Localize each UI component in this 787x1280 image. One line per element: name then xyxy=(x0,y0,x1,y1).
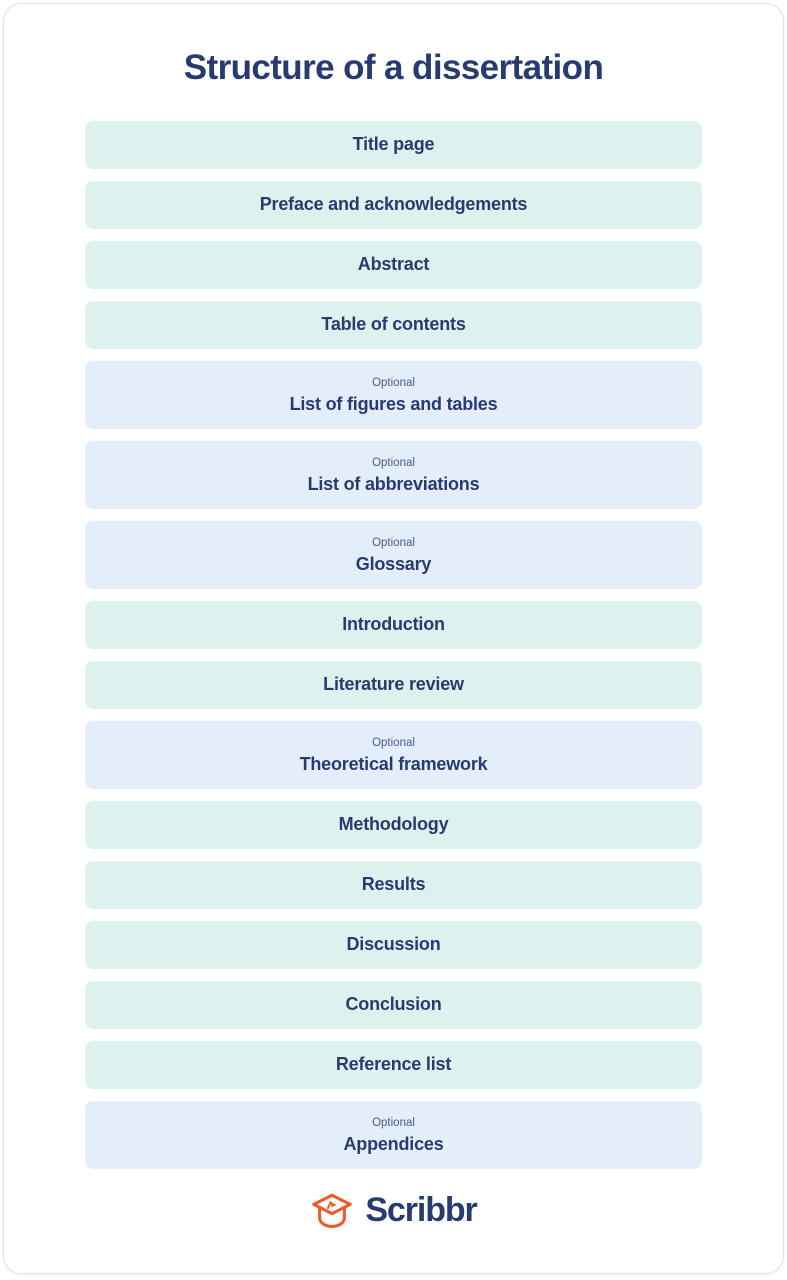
section-row xyxy=(85,801,702,849)
optional-tag: Optional xyxy=(372,376,415,389)
optional-tag: Optional xyxy=(372,1116,415,1129)
page-title: Structure of a dissertation xyxy=(183,48,604,87)
section-label: Literature review xyxy=(323,674,464,695)
optional-tag: Optional xyxy=(372,536,415,549)
section-label: List of figures and tables xyxy=(289,393,498,414)
section-row xyxy=(85,1101,702,1169)
section-label: Table of contents xyxy=(321,314,466,335)
section-label: Results xyxy=(361,874,426,895)
optional-tag: Optional xyxy=(372,736,415,749)
section-label: List of abbreviations xyxy=(307,473,480,494)
section-label: Abstract xyxy=(357,254,430,275)
section-row xyxy=(85,601,702,649)
section-row xyxy=(85,301,702,349)
section-row xyxy=(85,121,702,169)
section-row xyxy=(85,981,702,1029)
section-row xyxy=(85,361,702,429)
dissertation-structure-list xyxy=(4,121,783,1169)
section-label: Introduction xyxy=(342,614,445,635)
section-row xyxy=(85,441,702,509)
section-row xyxy=(85,861,702,909)
graduation-cap-icon xyxy=(310,1192,354,1230)
section-label: Reference list xyxy=(335,1054,452,1075)
section-row xyxy=(85,661,702,709)
section-label: Glossary xyxy=(355,553,432,574)
section-label: Title page xyxy=(352,134,435,155)
section-row xyxy=(85,181,702,229)
section-label: Theoretical framework xyxy=(299,753,488,774)
section-label: Appendices xyxy=(343,1133,444,1154)
section-label: Preface and acknowledgements xyxy=(259,194,528,215)
brand-name: Scribbr xyxy=(365,1191,477,1229)
section-row xyxy=(85,521,702,589)
scribbr-logo xyxy=(4,1191,783,1230)
section-row xyxy=(85,721,702,789)
infographic-card xyxy=(3,3,784,1274)
section-row xyxy=(85,921,702,969)
section-label: Discussion xyxy=(346,934,441,955)
section-row xyxy=(85,241,702,289)
section-row xyxy=(85,1041,702,1089)
section-label: Methodology xyxy=(338,814,449,835)
optional-tag: Optional xyxy=(372,456,415,469)
section-label: Conclusion xyxy=(345,994,442,1015)
